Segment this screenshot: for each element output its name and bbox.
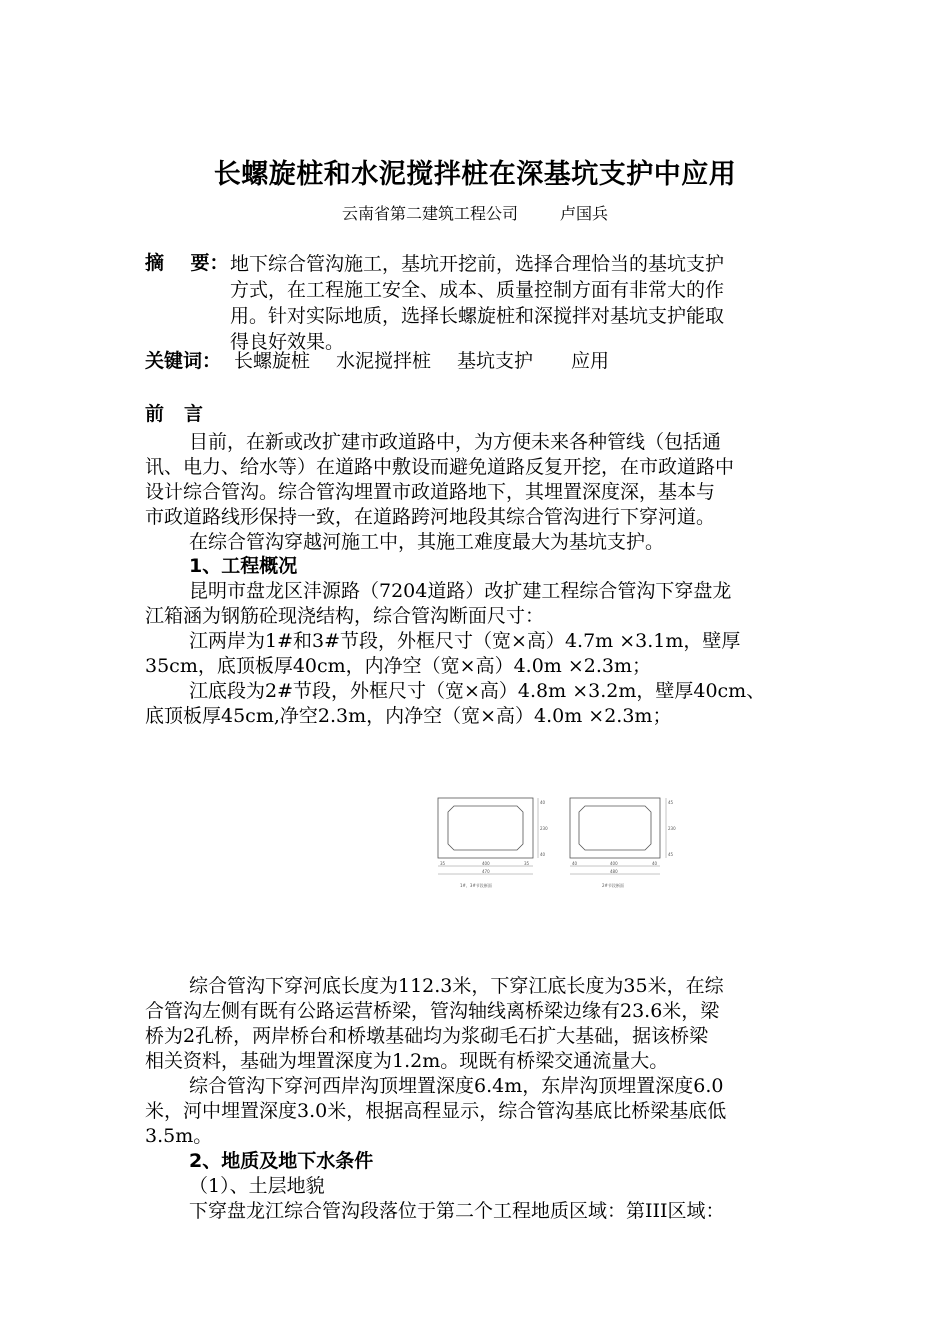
section1-line: 合管沟左侧有既有公路运营桥梁，管沟轴线离桥梁边缘有23.6米，梁: [145, 1000, 720, 1022]
dim-wall-right: 40: [572, 861, 578, 866]
keywords-label: 关键词：: [145, 350, 222, 372]
preface-line: 目前，在新或改扩建市政道路中，为方便未来各种管线（包括通: [189, 431, 722, 453]
keywords-list: [234, 349, 609, 374]
preface-line: 设计综合管沟。综合管沟埋置市政道路地下，其埋置深度深，基本与: [145, 481, 716, 503]
author-org: 云南省第二建筑工程公司: [341, 204, 518, 223]
dim-wall-left: 35: [440, 861, 446, 866]
keyword: 长螺旋桩: [234, 350, 311, 372]
dim-slab-right-bottom: 45: [668, 852, 674, 857]
cross-section-figure: [430, 790, 690, 905]
section1-line: 综合管沟下穿河底长度为112.3米，下穿江底长度为35米，在综: [189, 975, 724, 997]
dim-slab-left-bottom: 40: [540, 852, 546, 857]
keyword: 应用: [571, 350, 610, 372]
preface-line: 市政道路线形保持一致，在道路跨河地段其综合管沟进行下穿河道。: [145, 506, 716, 528]
section1-line: 江底段为2#节段，外框尺寸（宽×高）4.8m ×3.2m，壁厚40cm、: [189, 680, 766, 702]
paper-title: 长螺旋桩和水泥搅拌桩在深基坑支护中应用: [213, 159, 737, 190]
preface-heading: 前言: [145, 403, 224, 425]
preface-line: 讯、电力、给水等）在道路中敷设而避免道路反复开挖，在市政道路中: [145, 456, 735, 478]
abstract-line: 用。针对实际地质，选择长螺旋桩和深搅拌对基坑支护能取: [230, 305, 725, 327]
dim-outer-left: 470: [482, 869, 490, 874]
section1-line: 桥为2孔桥，两岸桥台和桥墩基础均为浆砌毛石扩大基础，据该桥梁: [145, 1025, 709, 1047]
caption-right: 2#节段断面: [602, 883, 624, 888]
preface-line: 在综合管沟穿越河施工中，其施工难度最大为基坑支护。: [189, 531, 665, 553]
dim-inner-right: 400: [610, 861, 618, 866]
dim-slab-right: 45: [668, 800, 674, 805]
keyword: 水泥搅拌桩: [336, 350, 432, 372]
section1-line: 综合管沟下穿河西岸沟顶埋置深度6.4m，东岸沟顶埋置深度6.0: [189, 1075, 724, 1097]
caption-left: 1#、3#节段断面: [460, 883, 492, 888]
dim-wall-left-right: 35: [524, 861, 530, 866]
section2-heading: 2、地质及地下水条件: [189, 1150, 374, 1172]
abstract-line: 方式，在工程施工安全、成本、质量控制方面有非常大的作: [230, 279, 725, 301]
dim-h-right: 230: [668, 826, 676, 831]
dim-wall-right-right: 40: [652, 861, 658, 866]
section-left: [438, 798, 548, 888]
dim-slab-left: 40: [540, 800, 546, 805]
dim-inner-left: 400: [482, 861, 490, 866]
abstract-label: 摘 要：: [145, 252, 229, 274]
section1-line: 3.5m。: [145, 1125, 213, 1147]
abstract-text: [232, 251, 812, 355]
section2-line: 下穿盘龙江综合管沟段落位于第二个工程地质区域：第III区域：: [189, 1200, 725, 1222]
section1-line: 底顶板厚45cm,净空2.3m，内净空（宽×高）4.0m ×2.3m；: [145, 705, 672, 727]
abstract-line: 得良好效果。: [230, 331, 345, 353]
section2-subheading: （1）、土层地貌: [189, 1175, 325, 1197]
section1-line: 米，河中埋置深度3.0米，根据高程显示，综合管沟基底比桥梁基底低: [145, 1100, 727, 1122]
dim-h-left: 230: [540, 826, 548, 831]
section1-line: 相关资料，基础为埋置深度为1.2m。现既有桥梁交通流量大。: [145, 1050, 669, 1072]
section-right: [570, 798, 676, 888]
author-line: [0, 201, 950, 224]
section1-line: 江箱涵为钢筋砼现浇结构，综合管沟断面尺寸：: [145, 605, 545, 627]
section1-line: 35cm，底顶板厚40cm，内净空（宽×高）4.0m ×2.3m；: [145, 655, 652, 677]
author-name: 卢国兵: [560, 204, 609, 223]
dim-outer-right: 480: [610, 869, 618, 874]
keyword: 基坑支护: [457, 350, 534, 372]
section1-line: 昆明市盘龙区沣源路（7204道路）改扩建工程综合管沟下穿盘龙: [189, 580, 732, 602]
section1-line: 江两岸为1#和3#节段，外框尺寸（宽×高）4.7m ×3.1m，壁厚: [189, 630, 741, 652]
section1-heading: 1、工程概况: [189, 555, 298, 577]
abstract-line: 地下综合管沟施工，基坑开挖前，选择合理恰当的基坑支护: [230, 253, 725, 275]
